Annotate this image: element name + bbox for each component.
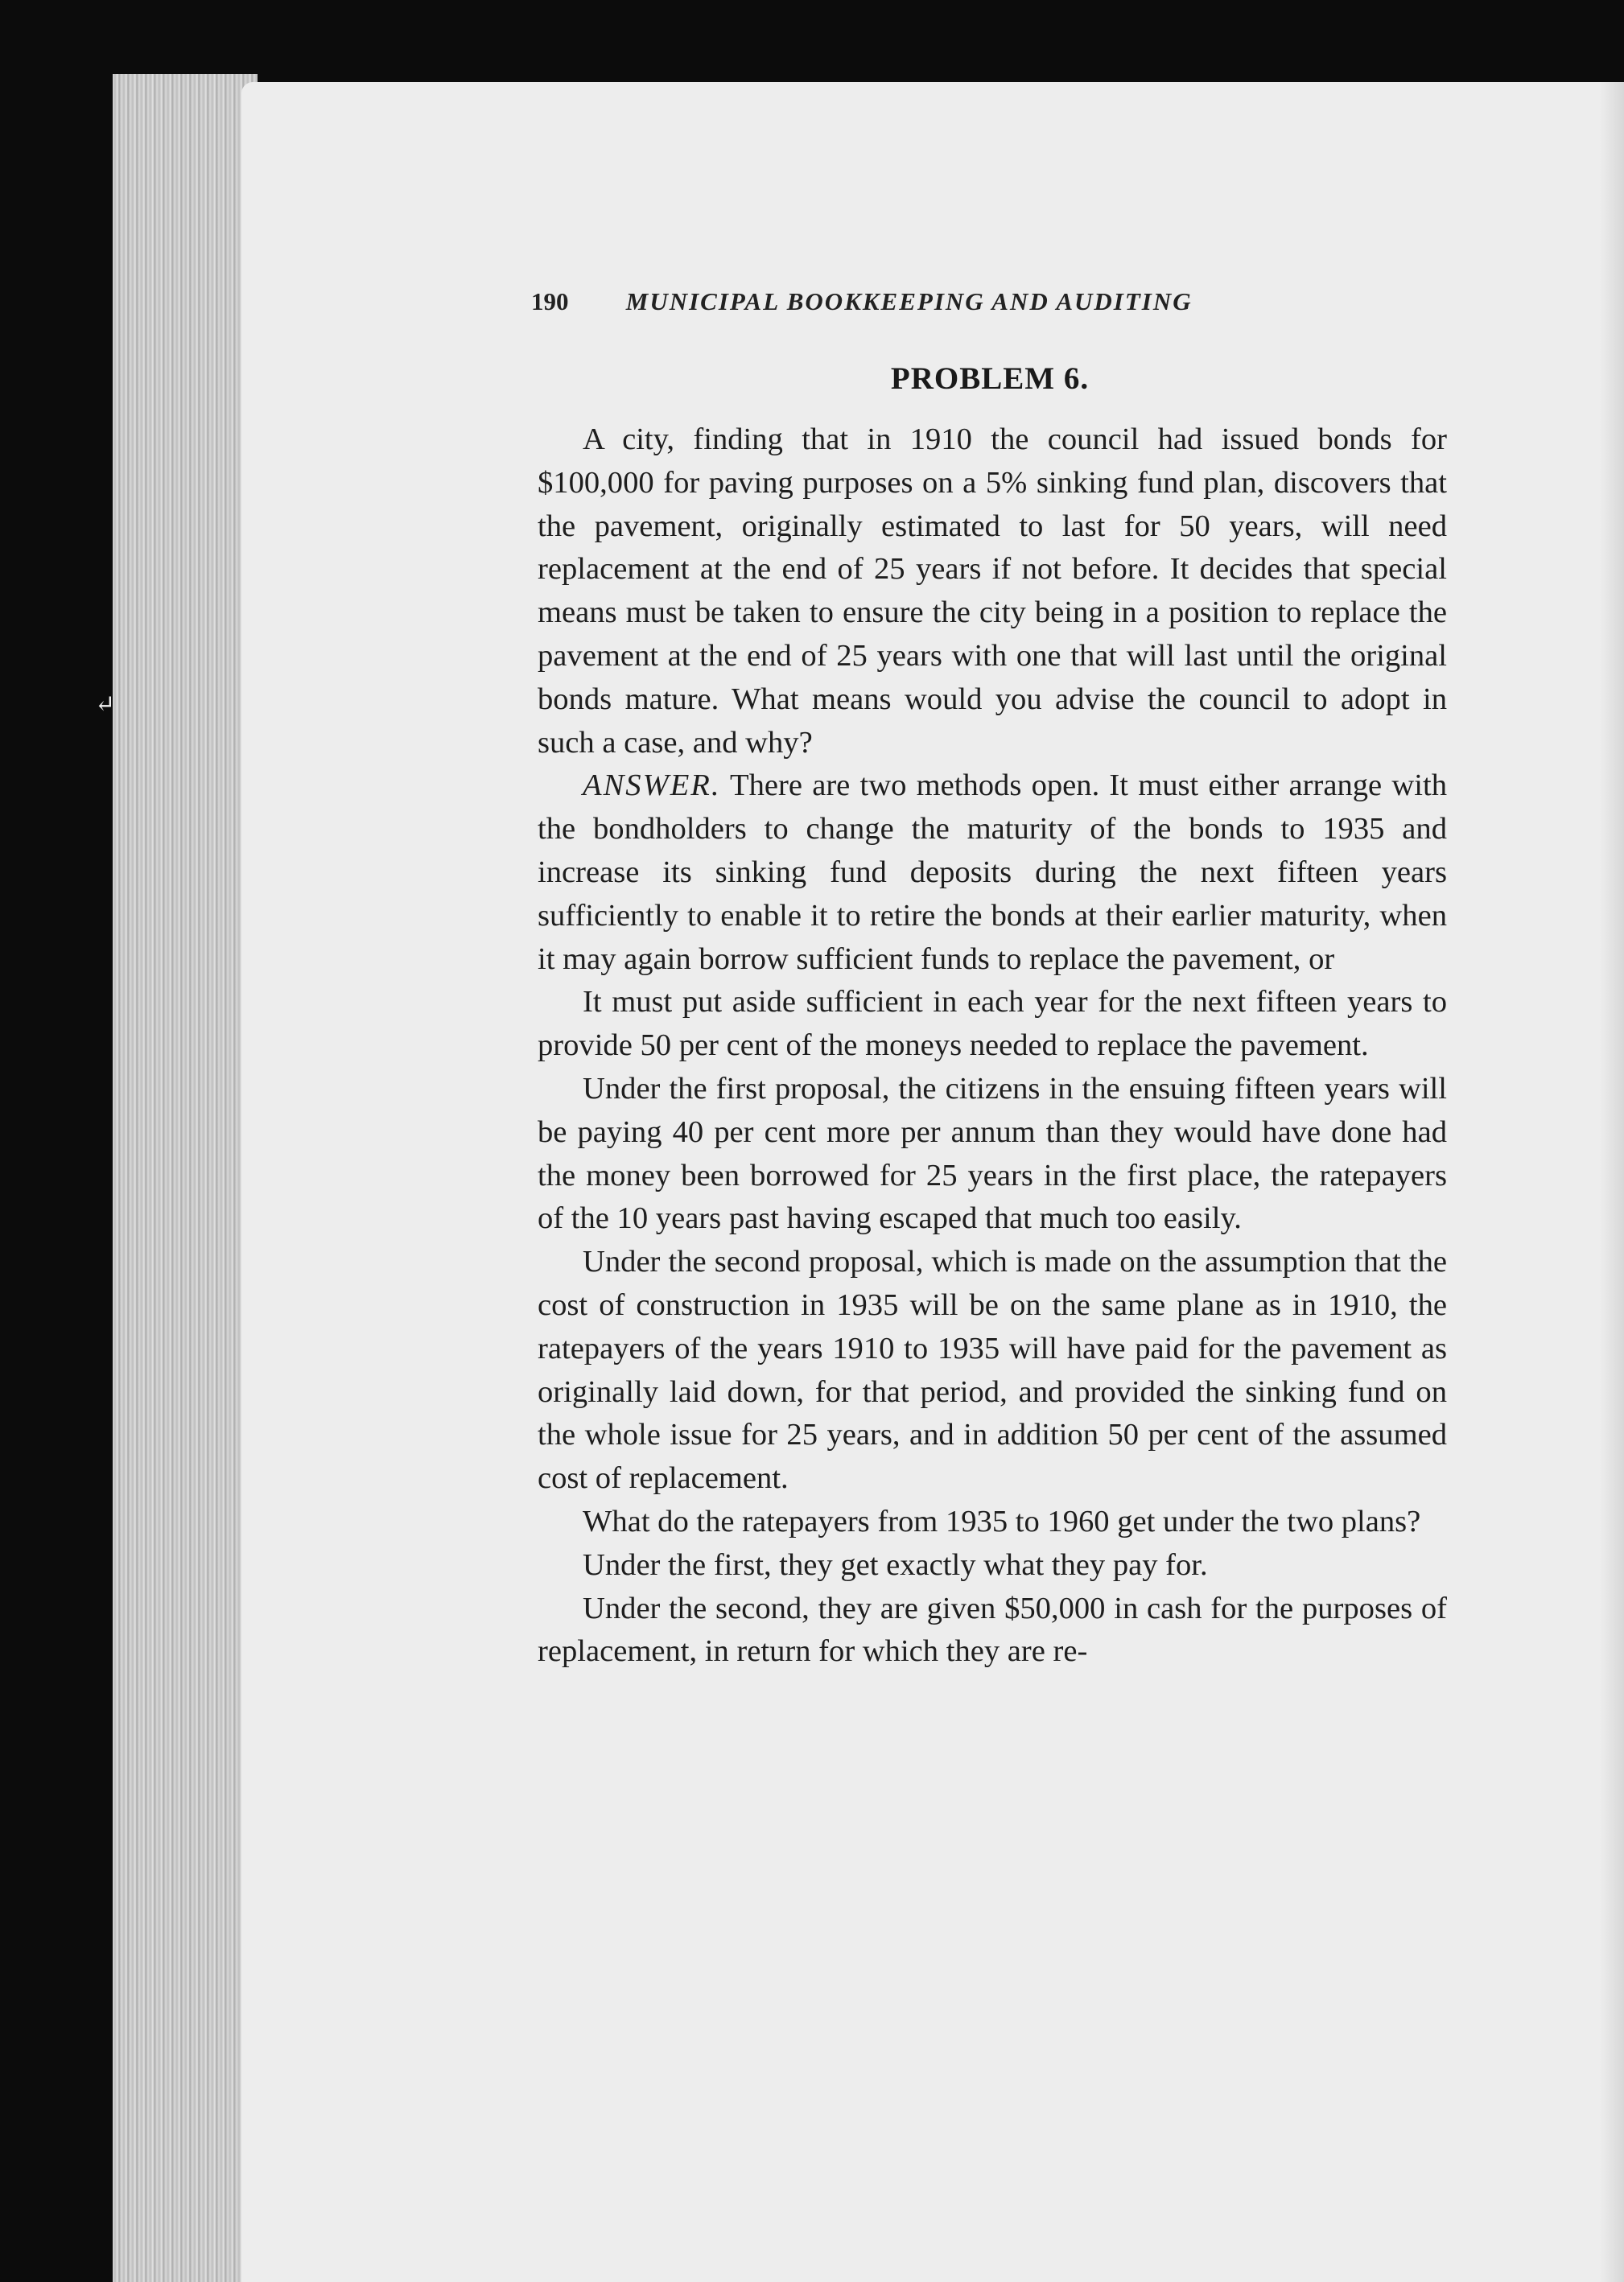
paragraph-under-first: Under the first, they get exactly what they pay for. <box>583 1547 1208 1582</box>
paragraph-first-proposal: Under the first proposal, the citizens in the ensuing fifteen years will be paying 40 per cent more per annum than they would have done had the money been borrowed for 25 years in the first place, the ratepayers of the 10 years past having escaped that much too easily. <box>538 1071 1447 1236</box>
body-text <box>538 418 1447 1674</box>
margin-mark: ↵ <box>95 691 116 718</box>
answer-text: There are two methods open. It must either arrange with the bondholders to change the maturity of the bonds to 1935 and increase its sinking fund deposits during the next fifteen years sufficiently to enable it to retire the bonds at their earlier maturity, when it may again borrow sufficient funds to replace the pavement, or <box>538 768 1447 976</box>
page-gutter-shadow <box>1600 82 1624 2282</box>
running-head <box>531 287 1336 316</box>
paragraph-under-second: Under the second, they are given $50,000 in cash for the purposes of replacement, in return for which they are re- <box>538 1591 1447 1669</box>
paragraph-answer <box>538 764 1447 981</box>
page-edges <box>113 74 258 2282</box>
paragraph-second-proposal: Under the second proposal, which is made on the assumption that the cost of construction in 1935 will be on the same plane as in 1910, the ratepayers of the years 1910 to 1935 will have paid for the pavement as originally laid down, for that period, and provided the sinking fund on the whole issue for 25 years, and in addition 50 per cent of the assumed cost of replacement. <box>538 1245 1447 1496</box>
paragraph-question-two: What do the ratepayers from 1935 to 1960 get under the two plans? <box>583 1504 1421 1538</box>
paragraph-method-two: It must put aside sufficient in each year for the next fifteen years to provide 50 per cent of the moneys needed to replace the pavement. <box>538 985 1447 1063</box>
page-number: 190 <box>531 287 569 315</box>
book-title: MUNICIPAL BOOKKEEPING AND AUDITING <box>625 287 1193 315</box>
problem-heading: PROBLEM 6. <box>890 361 1090 396</box>
answer-label: ANSWER. <box>583 768 721 803</box>
paragraph-question: A city, finding that in 1910 the council had issued bonds for $100,000 for paving purposes on a 5% sinking fund plan, discovers that the pavement, originally estimated to last for 50 years, will need replacement at the end of 25 years if not before. It decides that special means must be taken to ensure the city being in a position to replace the pavement at the end of 25 years with one that will last until the original bonds mature. What means would you advise the council to adopt in such a case, and why? <box>538 422 1447 760</box>
